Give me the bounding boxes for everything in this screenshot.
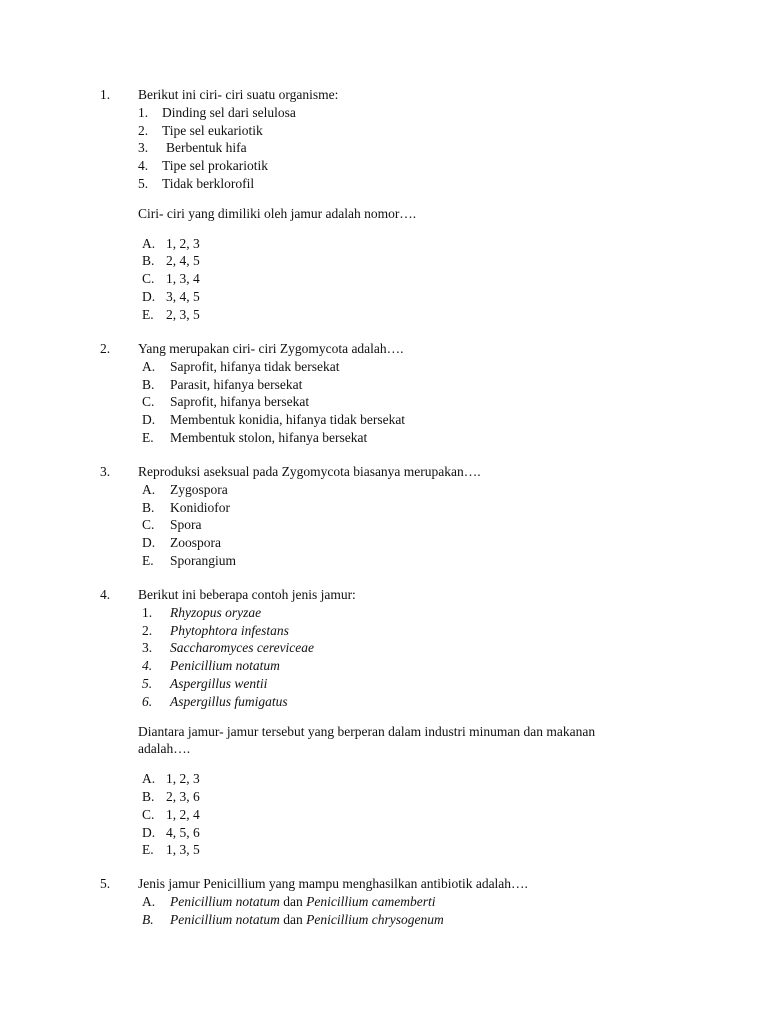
answer-option <box>138 411 660 429</box>
item-text: Dinding sel dari selulosa <box>162 104 296 120</box>
item-text: Tipe sel prokariotik <box>162 158 268 174</box>
option-label: A. <box>142 771 156 787</box>
item-label: 1. <box>138 104 149 120</box>
option-label: E. <box>142 306 154 322</box>
question-2 <box>100 340 660 447</box>
option-joiner: dan <box>279 893 307 909</box>
item-label: 2. <box>142 622 153 638</box>
option-text: Spora <box>170 517 202 533</box>
answer-option <box>138 252 660 270</box>
item-text: Saccharomyces cereviceae <box>170 640 315 656</box>
option-text: Membentuk stolon, hifanya bersekat <box>170 429 368 445</box>
option-text: Parasit, hifanya bersekat <box>170 376 303 392</box>
answer-option <box>138 270 660 288</box>
option-text: Konidiofor <box>170 499 230 515</box>
option-label: E. <box>142 842 154 858</box>
answer-option <box>138 481 660 499</box>
question-stem: Reproduksi aseksual pada Zygomycota biasanya merupakan…. <box>138 464 481 479</box>
option-label: A. <box>142 893 156 909</box>
option-label: A. <box>142 481 156 497</box>
option-species-2: Penicillium chrysogenum <box>306 911 444 927</box>
answer-option <box>138 306 660 324</box>
answer-option <box>138 911 660 929</box>
answer-option <box>138 376 660 394</box>
item-text: Berbentuk hifa <box>166 140 247 156</box>
answer-option <box>138 788 660 806</box>
answer-option <box>138 893 660 911</box>
item-label: 5. <box>142 675 153 691</box>
question-number: 4. <box>100 587 111 602</box>
option-label: E. <box>142 552 154 568</box>
option-label: C. <box>142 271 155 287</box>
list-item <box>138 675 660 693</box>
list-item <box>138 139 660 157</box>
option-text: Zygospora <box>170 481 228 497</box>
list-item <box>138 122 660 140</box>
option-label: A. <box>142 235 156 251</box>
answer-option <box>138 516 660 534</box>
option-text: 1, 2, 3 <box>166 771 200 787</box>
list-item <box>138 157 660 175</box>
option-species-1: Penicillium notatum <box>170 893 280 909</box>
answer-option <box>138 235 660 253</box>
item-text: Tidak berklorofil <box>162 175 255 191</box>
item-label: 3. <box>142 640 153 656</box>
question-stem: Yang merupakan ciri- ciri Zygomycota adalah…. <box>138 341 404 356</box>
list-item <box>138 622 660 640</box>
question-number: 2. <box>100 341 111 356</box>
option-text: Membentuk konidia, hifanya tidak bersekat <box>170 412 406 428</box>
option-text: Saprofit, hifanya tidak bersekat <box>170 358 340 374</box>
option-label: D. <box>142 288 156 304</box>
option-label: E. <box>142 429 154 445</box>
question-4 <box>100 586 660 859</box>
item-label: 6. <box>142 693 153 709</box>
option-text: 2, 3, 5 <box>166 306 200 322</box>
option-label: D. <box>142 412 156 428</box>
option-text: 1, 2, 3 <box>166 235 200 251</box>
item-text: Penicillium notatum <box>170 658 280 674</box>
option-text: Saprofit, hifanya bersekat <box>170 394 310 410</box>
option-text: 1, 2, 4 <box>166 806 200 822</box>
list-item <box>138 639 660 657</box>
item-text: Tipe sel eukariotik <box>162 122 263 138</box>
item-text: Aspergillus fumigatus <box>170 693 288 709</box>
question-prompt: Diantara jamur- jamur tersebut yang berperan dalam industri minuman dan makanan adalah…. <box>138 723 596 757</box>
option-text: 1, 3, 4 <box>166 271 200 287</box>
item-label: 5. <box>138 175 149 191</box>
item-label: 4. <box>142 658 153 674</box>
answer-option <box>138 552 660 570</box>
answer-option <box>138 534 660 552</box>
question-number: 3. <box>100 464 111 479</box>
option-species-2: Penicillium camemberti <box>306 893 436 909</box>
question-5 <box>100 875 660 928</box>
list-item <box>138 175 660 193</box>
item-text: Phytophtora infestans <box>170 622 289 638</box>
answer-option <box>138 288 660 306</box>
list-item <box>138 657 660 675</box>
question-1 <box>100 86 660 324</box>
item-label: 2. <box>138 122 149 138</box>
answer-option <box>138 806 660 824</box>
option-text: 3, 4, 5 <box>166 288 200 304</box>
question-number: 1. <box>100 87 111 102</box>
option-label: B. <box>142 911 154 927</box>
option-label: C. <box>142 806 155 822</box>
option-label: A. <box>142 358 156 374</box>
option-joiner: dan <box>279 911 307 927</box>
option-label: B. <box>142 499 155 515</box>
question-3 <box>100 463 660 570</box>
option-text: Zoospora <box>170 535 221 551</box>
option-label: B. <box>142 788 155 804</box>
answer-option <box>138 841 660 859</box>
question-prompt: Ciri- ciri yang dimiliki oleh jamur adalah nomor…. <box>138 205 417 221</box>
answer-option <box>138 393 660 411</box>
list-item <box>138 604 660 622</box>
option-text: 2, 4, 5 <box>166 253 200 269</box>
item-label: 3. <box>138 140 149 156</box>
list-item <box>138 693 660 711</box>
item-text: Rhyzopus oryzae <box>170 604 262 620</box>
question-stem: Jenis jamur Penicillium yang mampu menghasilkan antibiotik adalah…. <box>138 876 528 891</box>
option-text: 2, 3, 6 <box>166 788 200 804</box>
answer-option <box>138 770 660 788</box>
answer-option <box>138 429 660 447</box>
question-stem: Berikut ini beberapa contoh jenis jamur: <box>138 587 356 602</box>
option-text: 1, 3, 5 <box>166 842 200 858</box>
item-label: 1. <box>142 604 153 620</box>
option-label: D. <box>142 824 156 840</box>
list-item <box>138 104 660 122</box>
option-label: C. <box>142 394 155 410</box>
question-number: 5. <box>100 876 111 891</box>
option-text: 4, 5, 6 <box>166 824 200 840</box>
item-text: Aspergillus wentii <box>170 675 268 691</box>
option-label: D. <box>142 535 156 551</box>
item-label: 4. <box>138 158 149 174</box>
answer-option <box>138 499 660 517</box>
option-label: C. <box>142 517 155 533</box>
option-label: B. <box>142 376 155 392</box>
answer-option <box>138 358 660 376</box>
option-text: Sporangium <box>170 552 236 568</box>
option-species-1: Penicillium notatum <box>170 911 280 927</box>
question-stem: Berikut ini ciri- ciri suatu organisme: <box>138 87 339 102</box>
option-label: B. <box>142 253 155 269</box>
answer-option <box>138 824 660 842</box>
